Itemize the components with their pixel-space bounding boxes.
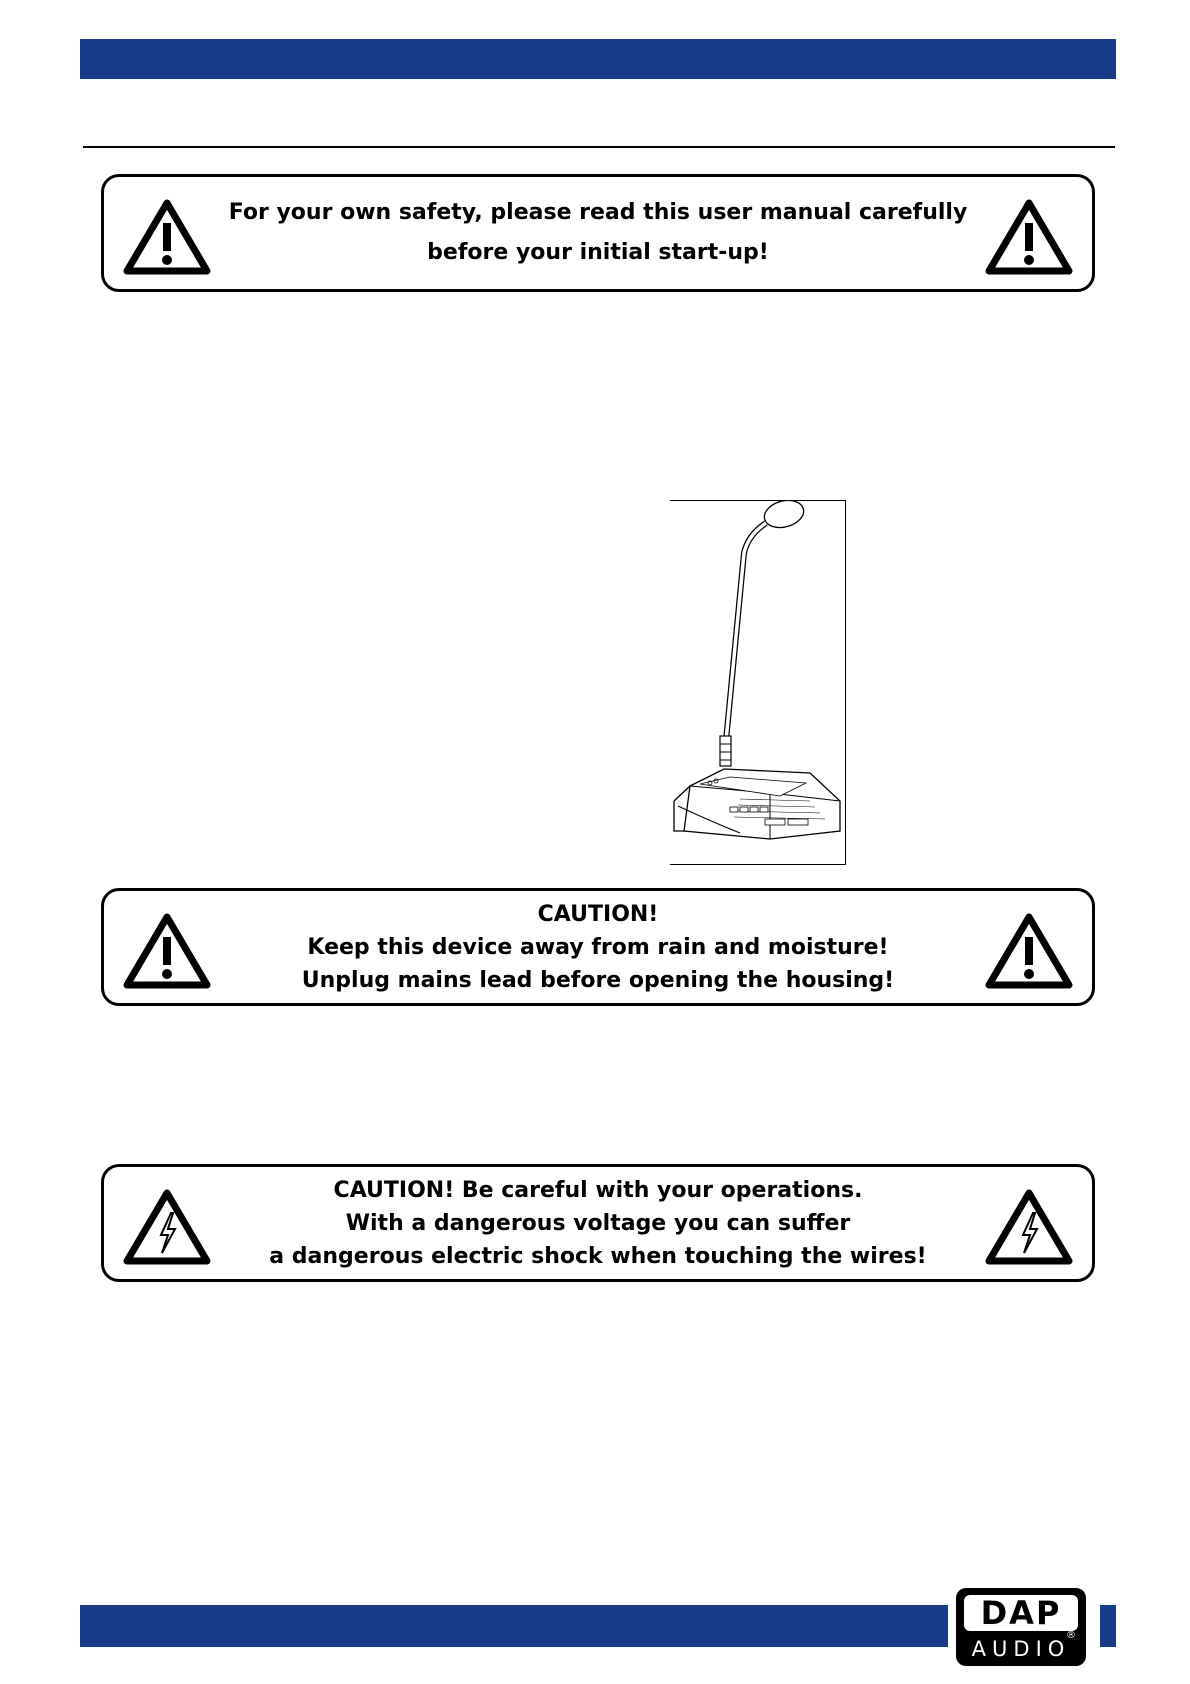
- high-voltage-warning-icon: [983, 1187, 1075, 1267]
- safety-notice-box: [101, 174, 1095, 292]
- caution-moisture-line-2: Keep this device away from rain and moisture!: [307, 934, 889, 960]
- caution-voltage-line-3: a dangerous electric shock when touching the wires!: [269, 1243, 927, 1269]
- safety-notice-line-1: For your own safety, please read this user manual carefully: [228, 200, 968, 225]
- safety-notice-line-2: before your initial start-up!: [427, 240, 769, 265]
- caution-moisture-line-1: CAUTION!: [537, 901, 659, 927]
- caution-voltage-box: [101, 1164, 1095, 1282]
- exclamation-warning-icon: [121, 911, 213, 991]
- header-band: [80, 39, 1116, 79]
- exclamation-warning-icon: [983, 911, 1075, 991]
- logo-dap-text: DAP: [964, 1595, 1078, 1631]
- caution-voltage-line-2: With a dangerous voltage you can suffer: [345, 1210, 851, 1236]
- caution-voltage-line-1: CAUTION! Be careful with your operations.: [333, 1177, 863, 1203]
- caution-moisture-line-3: Unplug mains lead before opening the housing!: [301, 967, 895, 993]
- exclamation-warning-icon: [983, 197, 1075, 277]
- logo-registered-mark: ®: [1066, 1630, 1076, 1641]
- dap-audio-logo: [948, 1584, 1100, 1672]
- paging-microphone-figure: [670, 500, 846, 865]
- logo-badge: [956, 1588, 1086, 1666]
- exclamation-warning-icon: [121, 197, 213, 277]
- caution-moisture-box: [101, 888, 1095, 1006]
- logo-audio-text: AUDIO: [971, 1637, 1071, 1661]
- high-voltage-warning-icon: [121, 1187, 213, 1267]
- paging-microphone-illustration: [670, 501, 846, 866]
- header-rule: [83, 146, 1115, 148]
